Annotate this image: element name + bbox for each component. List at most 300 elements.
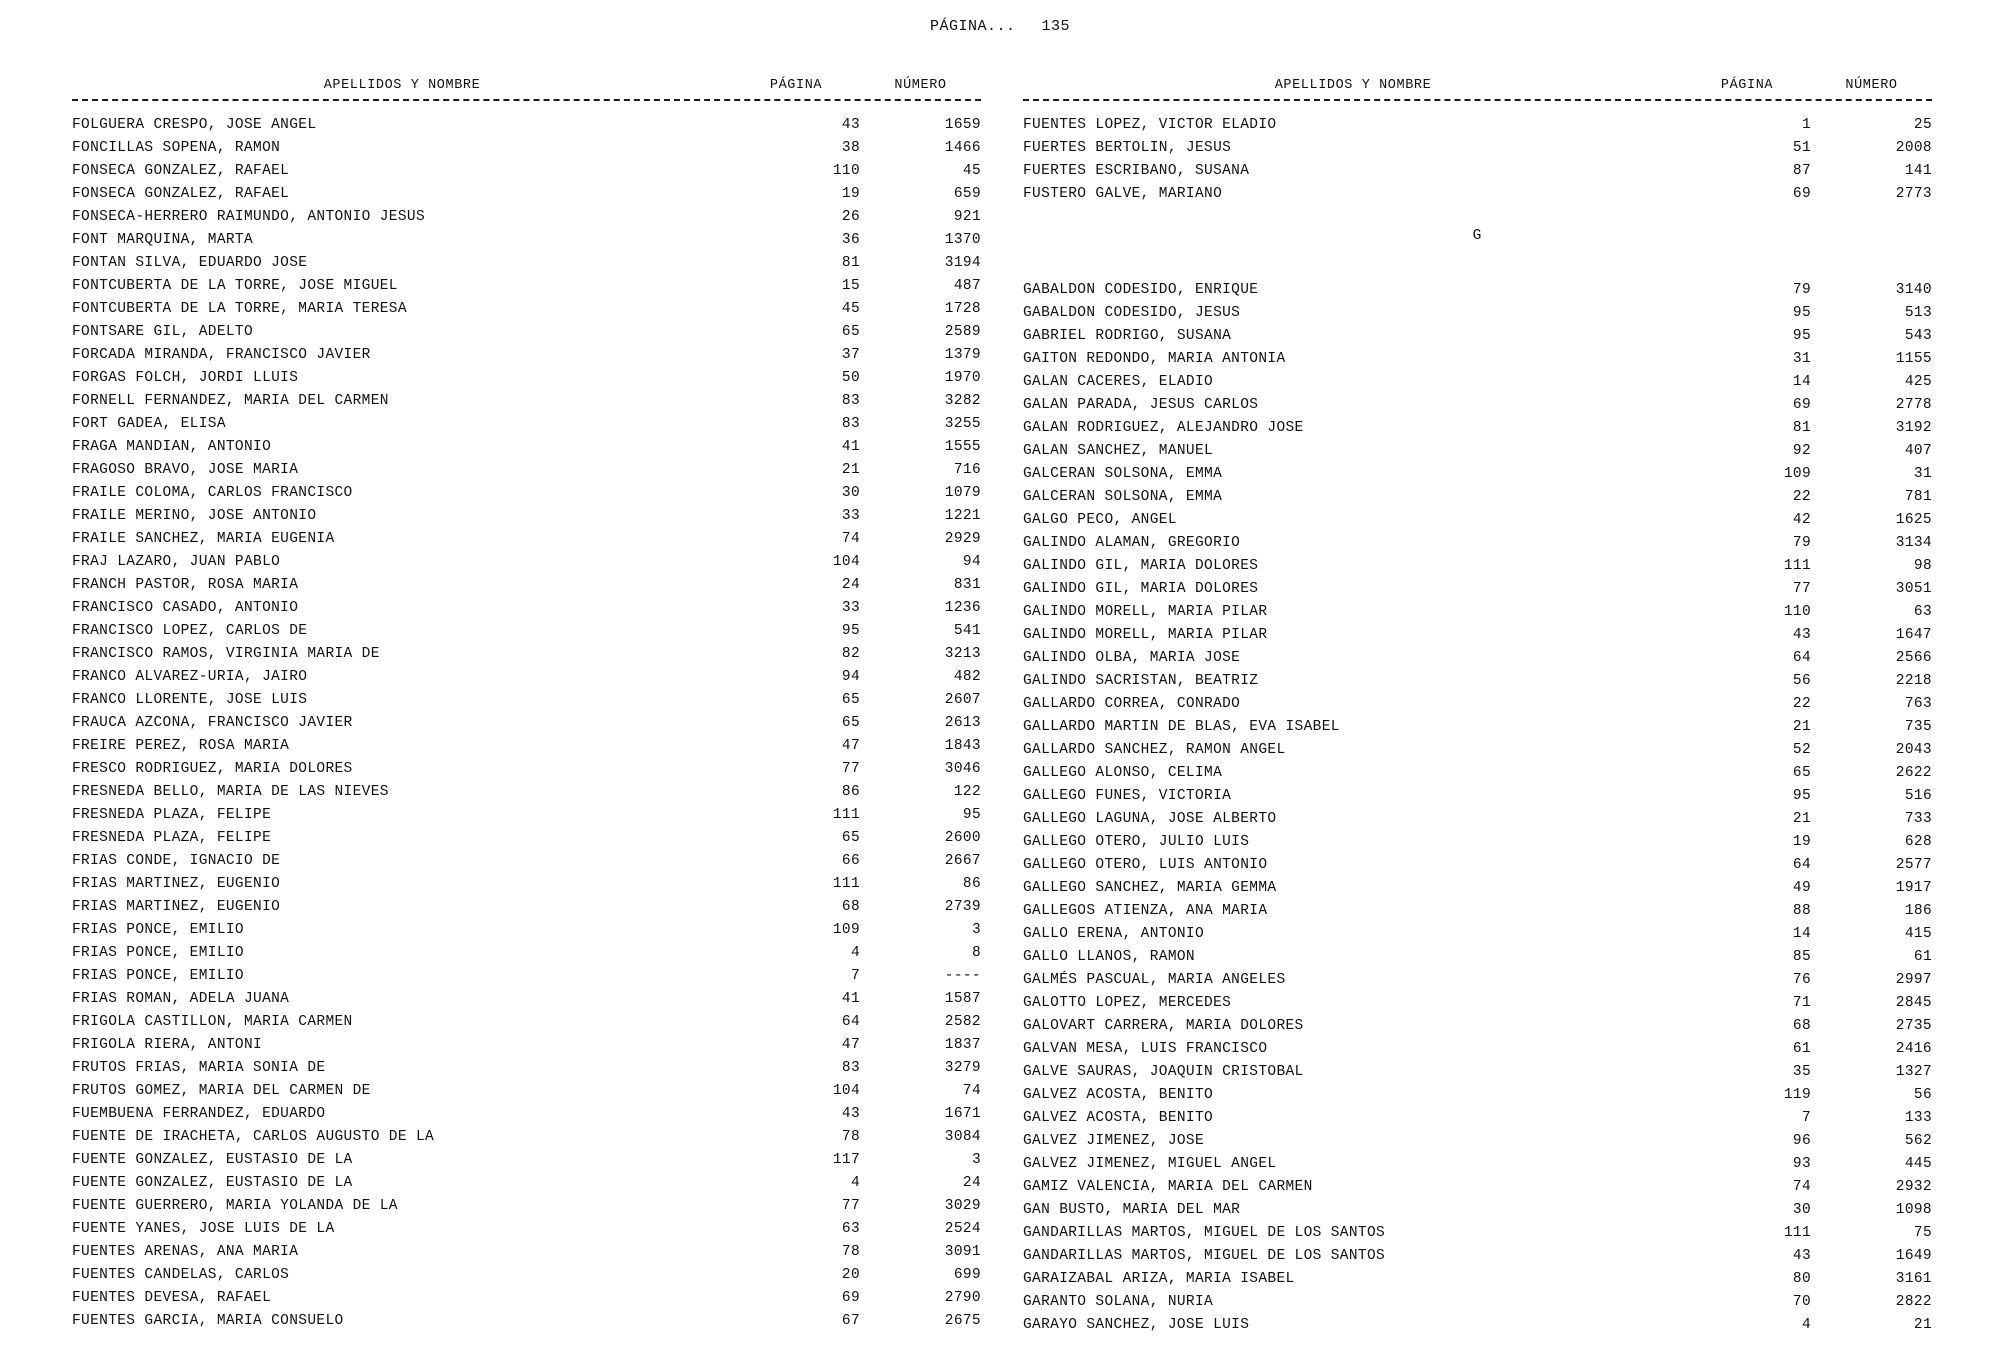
entry-name: FONSECA GONZALEZ, RAFAEL [72, 162, 290, 179]
table-row [1023, 601, 1932, 624]
entry-page: 95 [841, 622, 860, 639]
entry-page: 80 [1792, 1271, 1811, 1287]
entry-number: 2845 [1895, 995, 1932, 1011]
entry-page: 78 [841, 1243, 860, 1260]
table-row [72, 504, 981, 527]
entry-number: 2524 [944, 1220, 981, 1237]
entry-number: 2739 [944, 898, 981, 915]
entry-page: 30 [1792, 1202, 1811, 1218]
table-row [72, 1148, 981, 1171]
entry-number: 445 [1904, 1156, 1932, 1172]
entry-page: 111 [832, 875, 860, 892]
entry-page: 51 [1792, 139, 1811, 156]
entry-number: 3140 [1895, 282, 1932, 298]
table-row [72, 366, 981, 389]
entry-name: FONTCUBERTA DE LA TORRE, MARIA TERESA [72, 300, 407, 317]
table-row [72, 1263, 981, 1286]
entry-page: 65 [841, 323, 860, 340]
entry-number: 3046 [944, 760, 981, 777]
entry-name: GALOVART CARRERA, MARIA DOLORES [1023, 1018, 1304, 1034]
table-row [72, 136, 981, 159]
index-table-right [1023, 78, 1932, 97]
entry-number: 516 [1904, 788, 1932, 804]
entry-page: 4 [850, 1174, 860, 1191]
entry-number: 3194 [944, 254, 981, 271]
entry-name: GALVEZ ACOSTA, BENITO [1023, 1087, 1214, 1103]
table-row [72, 665, 981, 688]
table-row [1023, 1291, 1932, 1314]
entry-name: GALMÉS PASCUAL, MARIA ANGELES [1023, 972, 1286, 988]
entry-number: 3255 [944, 415, 981, 432]
entry-name: FRANCISCO RAMOS, VIRGINIA MARIA DE [72, 645, 380, 662]
entry-name: FONSECA-HERRERO RAIMUNDO, ANTONIO JESUS [72, 208, 426, 225]
entry-name: GALINDO GIL, MARIA DOLORES [1023, 581, 1259, 597]
entry-page: 69 [841, 1289, 860, 1306]
table-row [1023, 1061, 1932, 1084]
table-row [1023, 1130, 1932, 1153]
entry-number: 659 [953, 185, 981, 202]
entry-number: 1098 [1895, 1202, 1932, 1218]
table-row [72, 458, 981, 481]
entry-name: FORCADA MIRANDA, FRANCISCO JAVIER [72, 346, 371, 363]
entry-page: 79 [1792, 535, 1811, 551]
entry-page: 22 [1792, 489, 1811, 505]
table-row [72, 826, 981, 849]
entry-page: 4 [1801, 1317, 1811, 1333]
table-row [1023, 1314, 1932, 1337]
entry-name: FREIRE PEREZ, ROSA MARIA [72, 737, 290, 754]
entry-name: FRESNEDA PLAZA, FELIPE [72, 806, 272, 823]
table-row [72, 1286, 981, 1309]
entry-page: 42 [1792, 512, 1811, 528]
table-row [72, 1033, 981, 1056]
entry-number: 1221 [944, 507, 981, 524]
entry-number: 1649 [1895, 1248, 1932, 1264]
entry-name: FRAILE COLOMA, CARLOS FRANCISCO [72, 484, 353, 501]
entry-page: 65 [1792, 765, 1811, 781]
entry-number: 763 [1904, 696, 1932, 712]
entry-name: FRIAS CONDE, IGNACIO DE [72, 852, 281, 869]
table-row [72, 688, 981, 711]
table-row [1023, 808, 1932, 831]
entry-page: 71 [1792, 995, 1811, 1011]
table-row [72, 1056, 981, 1079]
table-row [72, 1194, 981, 1217]
table-row [72, 159, 981, 182]
page-number: 135 [1041, 18, 1071, 35]
entry-name: GALAN SANCHEZ, MANUEL [1023, 443, 1214, 459]
entry-page: 21 [841, 461, 860, 478]
table-row [72, 711, 981, 734]
entry-page: 64 [841, 1013, 860, 1030]
entry-page: 66 [841, 852, 860, 869]
entry-page: 50 [841, 369, 860, 386]
entry-page: 74 [841, 530, 860, 547]
table-row [72, 389, 981, 412]
table-row [72, 987, 981, 1010]
entry-name: FONCILLAS SOPENA, RAMON [72, 139, 281, 156]
entry-name: FONSECA GONZALEZ, RAFAEL [72, 185, 290, 202]
entry-number: 8 [971, 944, 981, 961]
table-row [72, 757, 981, 780]
entry-page: 56 [1792, 673, 1811, 689]
entry-number: 1155 [1895, 351, 1932, 367]
entry-page: 110 [832, 162, 860, 179]
entry-number: 562 [1904, 1133, 1932, 1149]
entry-number: 25 [1913, 116, 1932, 133]
entry-name: FRAGOSO BRAVO, JOSE MARIA [72, 461, 299, 478]
entry-page: 81 [1792, 420, 1811, 436]
table-row [1023, 1015, 1932, 1038]
table-row [72, 343, 981, 366]
entry-name: FRUTOS GOMEZ, MARIA DEL CARMEN DE [72, 1082, 371, 1099]
entry-number: 541 [953, 622, 981, 639]
entry-page: 104 [832, 1082, 860, 1099]
index-column-left [72, 78, 981, 1337]
table-row [1023, 831, 1932, 854]
entry-page: 82 [841, 645, 860, 662]
entry-page: 49 [1792, 880, 1811, 896]
entry-number: 2735 [1895, 1018, 1932, 1034]
entry-number: 45 [962, 162, 981, 179]
entry-name: GAMIZ VALENCIA, MARIA DEL CARMEN [1023, 1179, 1313, 1195]
entry-page: 69 [1792, 185, 1811, 202]
table-row [1023, 486, 1932, 509]
entry-name: FUERTES ESCRIBANO, SUSANA [1023, 162, 1250, 179]
entry-name: FRANCH PASTOR, ROSA MARIA [72, 576, 299, 593]
entry-page: 78 [841, 1128, 860, 1145]
entry-page: 68 [1792, 1018, 1811, 1034]
entry-number: 1079 [944, 484, 981, 501]
entry-page: 15 [841, 277, 860, 294]
entry-page: 83 [841, 1059, 860, 1076]
table-row [1023, 325, 1932, 348]
table-row [1023, 555, 1932, 578]
column-header-page: PÁGINA [1720, 78, 1774, 93]
table-row [72, 1309, 981, 1332]
entry-number: 86 [962, 875, 981, 892]
table-row [72, 1217, 981, 1240]
entry-page: 111 [832, 806, 860, 823]
table-row [72, 251, 981, 274]
entry-page: 65 [841, 691, 860, 708]
entry-number: 1466 [944, 139, 981, 156]
entry-number: 1728 [944, 300, 981, 317]
entry-page: 26 [841, 208, 860, 225]
entry-number: 98 [1913, 558, 1932, 574]
entry-number: 3 [971, 921, 981, 938]
entry-name: FRESCO RODRIGUEZ, MARIA DOLORES [72, 760, 353, 777]
entry-page: 7 [850, 967, 860, 984]
entry-name: FUENTE GUERRERO, MARIA YOLANDA DE LA [72, 1197, 398, 1214]
entry-page: 38 [841, 139, 860, 156]
entry-page: 85 [1792, 949, 1811, 965]
entry-name: FONTCUBERTA DE LA TORRE, JOSE MIGUEL [72, 277, 398, 294]
entry-number: 31 [1913, 466, 1932, 482]
entry-name: GALLARDO MARTIN DE BLAS, EVA ISABEL [1023, 719, 1340, 735]
entry-page: 7 [1801, 1110, 1811, 1126]
entry-page: 109 [832, 921, 860, 938]
entry-number: 1659 [944, 116, 981, 133]
entry-name: GALLEGO OTERO, LUIS ANTONIO [1023, 857, 1268, 873]
column-header-page: PÁGINA [769, 78, 823, 93]
entry-number: 1327 [1895, 1064, 1932, 1080]
entry-page: 36 [841, 231, 860, 248]
entry-name: GALINDO ALAMAN, GREGORIO [1023, 535, 1241, 551]
index-columns [72, 78, 1932, 1337]
entry-page: 87 [1792, 162, 1811, 179]
table-row [1023, 854, 1932, 877]
entry-page: 77 [841, 760, 860, 777]
entry-number: 2566 [1895, 650, 1932, 666]
entry-name: FORT GADEA, ELISA [72, 415, 226, 432]
entry-name: GALVEZ ACOSTA, BENITO [1023, 1110, 1214, 1126]
entry-page: 64 [1792, 857, 1811, 873]
entry-page: 92 [1792, 443, 1811, 459]
entry-name: FRAILE MERINO, JOSE ANTONIO [72, 507, 317, 524]
entry-page: 33 [841, 507, 860, 524]
section-spacer [1023, 260, 1932, 279]
table-row [72, 573, 981, 596]
entry-name: FONT MARQUINA, MARTA [72, 231, 254, 248]
entry-number: 133 [1904, 1110, 1932, 1126]
table-row [72, 113, 981, 136]
entry-page: 77 [1792, 581, 1811, 597]
table-row [1023, 394, 1932, 417]
table-row [72, 527, 981, 550]
entry-name: FRANCO LLORENTE, JOSE LUIS [72, 691, 308, 708]
entry-page: 76 [1792, 972, 1811, 988]
entry-page: 4 [850, 944, 860, 961]
entry-number: 716 [953, 461, 981, 478]
entry-name: GANDARILLAS MARTOS, MIGUEL DE LOS SANTOS [1023, 1225, 1386, 1241]
entry-page: 109 [1783, 466, 1811, 482]
table-header-row [1023, 78, 1932, 97]
table-row [72, 780, 981, 803]
entry-number: 1379 [944, 346, 981, 363]
table-row [72, 941, 981, 964]
entry-page: 86 [841, 783, 860, 800]
entry-name: FUENTE GONZALEZ, EUSTASIO DE LA [72, 1151, 353, 1168]
table-row [1023, 348, 1932, 371]
entry-number: 2613 [944, 714, 981, 731]
index-column-right [1023, 78, 1932, 1337]
table-row [1023, 1176, 1932, 1199]
entry-page: 104 [832, 553, 860, 570]
table-row [1023, 923, 1932, 946]
entry-page: 79 [1792, 282, 1811, 298]
entry-number: 1647 [1895, 627, 1932, 643]
table-row [72, 1125, 981, 1148]
entry-page: 96 [1792, 1133, 1811, 1149]
entry-name: GALINDO OLBA, MARIA JOSE [1023, 650, 1241, 666]
entry-number: 2607 [944, 691, 981, 708]
table-row [1023, 440, 1932, 463]
entry-number: 2778 [1895, 397, 1932, 413]
entry-page: 22 [1792, 696, 1811, 712]
entry-page: 95 [1792, 328, 1811, 344]
entry-name: GALOTTO LOPEZ, MERCEDES [1023, 995, 1232, 1011]
index-body-left [72, 113, 981, 1332]
entry-page: 61 [1792, 1041, 1811, 1057]
entry-number: 95 [962, 806, 981, 823]
entry-number: 415 [1904, 926, 1932, 942]
table-row [72, 182, 981, 205]
page-header [0, 18, 2000, 35]
entry-number: 831 [953, 576, 981, 593]
entry-name: GALVE SAURAS, JOAQUIN CRISTOBAL [1023, 1064, 1304, 1080]
entry-number: 1625 [1895, 512, 1932, 528]
entry-name: FRANCO ALVAREZ-URIA, JAIRO [72, 668, 308, 685]
entry-name: FORNELL FERNANDEZ, MARIA DEL CARMEN [72, 392, 389, 409]
table-row [1023, 716, 1932, 739]
entry-number: 2589 [944, 323, 981, 340]
entry-name: FUENTE DE IRACHETA, CARLOS AUGUSTO DE LA [72, 1128, 435, 1145]
table-row [1023, 113, 1932, 136]
table-row [1023, 670, 1932, 693]
entry-name: FUENTES CANDELAS, CARLOS [72, 1266, 290, 1283]
entry-page: 20 [841, 1266, 860, 1283]
entry-name: GANDARILLAS MARTOS, MIGUEL DE LOS SANTOS [1023, 1248, 1386, 1264]
table-row [1023, 1245, 1932, 1268]
entry-number: 24 [962, 1174, 981, 1191]
entry-number: 141 [1904, 162, 1932, 179]
entry-number: 2577 [1895, 857, 1932, 873]
table-row [1023, 969, 1932, 992]
table-row [72, 1102, 981, 1125]
table-row [72, 481, 981, 504]
entry-name: FRUTOS FRIAS, MARIA SONIA DE [72, 1059, 326, 1076]
entry-page: 70 [1792, 1294, 1811, 1310]
entry-name: FORGAS FOLCH, JORDI LLUIS [72, 369, 299, 386]
entry-name: FUEMBUENA FERRANDEZ, EDUARDO [72, 1105, 326, 1122]
entry-name: GALVAN MESA, LUIS FRANCISCO [1023, 1041, 1268, 1057]
table-row [72, 550, 981, 573]
entry-number: 122 [953, 783, 981, 800]
entry-name: FOLGUERA CRESPO, JOSE ANGEL [72, 116, 317, 133]
entry-number: 2822 [1895, 1294, 1932, 1310]
table-row [72, 895, 981, 918]
entry-number: 513 [1904, 305, 1932, 321]
table-row [72, 918, 981, 941]
entry-name: GAITON REDONDO, MARIA ANTONIA [1023, 351, 1286, 367]
entry-name: GALCERAN SOLSONA, EMMA [1023, 489, 1223, 505]
entry-number: 3161 [1895, 1271, 1932, 1287]
table-row [1023, 1199, 1932, 1222]
entry-name: FRIGOLA CASTILLON, MARIA CARMEN [72, 1013, 353, 1030]
table-row [1023, 159, 1932, 182]
entry-name: GARAIZABAL ARIZA, MARIA ISABEL [1023, 1271, 1295, 1287]
section-letter-row [1023, 224, 1932, 260]
table-row [72, 274, 981, 297]
table-row [1023, 1268, 1932, 1291]
entry-page: 94 [841, 668, 860, 685]
entry-number: 487 [953, 277, 981, 294]
entry-name: GAN BUSTO, MARIA DEL MAR [1023, 1202, 1241, 1218]
table-row [72, 1079, 981, 1102]
entry-page: 74 [1792, 1179, 1811, 1195]
entry-page: 52 [1792, 742, 1811, 758]
entry-page: 41 [841, 438, 860, 455]
entry-number: 21 [1913, 1317, 1932, 1333]
table-row [1023, 1222, 1932, 1245]
column-header-number: NÚMERO [894, 78, 947, 93]
entry-number: 3091 [944, 1243, 981, 1260]
entry-name: FUERTES BERTOLIN, JESUS [1023, 139, 1232, 156]
entry-page: 110 [1783, 604, 1811, 620]
entry-name: GALLEGO LAGUNA, JOSE ALBERTO [1023, 811, 1277, 827]
entry-name: GALCERAN SOLSONA, EMMA [1023, 466, 1223, 482]
table-row [72, 297, 981, 320]
section-spacer [1023, 205, 1932, 224]
table-row [1023, 182, 1932, 205]
table-row [72, 803, 981, 826]
entry-number: 63 [1913, 604, 1932, 620]
entry-name: GALAN PARADA, JESUS CARLOS [1023, 397, 1259, 413]
table-row [1023, 463, 1932, 486]
entry-number: 2997 [1895, 972, 1932, 988]
entry-number: 75 [1913, 1225, 1932, 1241]
header-divider-left [72, 99, 981, 101]
entry-page: 43 [841, 116, 860, 133]
column-header-number: NÚMERO [1845, 78, 1898, 93]
table-row [72, 964, 981, 987]
entry-name: GALVEZ JIMENEZ, JOSE [1023, 1133, 1205, 1149]
entry-page: 43 [1792, 627, 1811, 643]
table-row [1023, 785, 1932, 808]
entry-page: 63 [841, 1220, 860, 1237]
table-row [1023, 417, 1932, 440]
entry-page: 47 [841, 1036, 860, 1053]
entry-number: 3134 [1895, 535, 1932, 551]
entry-number: 2600 [944, 829, 981, 846]
table-header-row [72, 78, 981, 97]
entry-name: GALLEGO ALONSO, CELIMA [1023, 765, 1223, 781]
entry-name: GALINDO SACRISTAN, BEATRIZ [1023, 673, 1259, 689]
entry-name: GALAN CACERES, ELADIO [1023, 374, 1214, 390]
entry-page: 47 [841, 737, 860, 754]
entry-number: 2218 [1895, 673, 1932, 689]
index-body-right [1023, 113, 1932, 1337]
entry-page: 1 [1801, 116, 1811, 133]
entry-number: 2008 [1895, 139, 1932, 156]
entry-number: 1587 [944, 990, 981, 1007]
table-row [72, 872, 981, 895]
entry-page: 19 [841, 185, 860, 202]
entry-name: GALLARDO CORREA, CONRADO [1023, 696, 1241, 712]
entry-page: 68 [841, 898, 860, 915]
entry-name: GALGO PECO, ANGEL [1023, 512, 1177, 528]
table-row [1023, 371, 1932, 394]
entry-name: FRANCISCO CASADO, ANTONIO [72, 599, 299, 616]
entry-number: 56 [1913, 1087, 1932, 1103]
table-row [1023, 1084, 1932, 1107]
entry-number: 3029 [944, 1197, 981, 1214]
entry-page: 64 [1792, 650, 1811, 666]
table-row [72, 642, 981, 665]
entry-number: 921 [953, 208, 981, 225]
entry-name: FRIAS MARTINEZ, EUGENIO [72, 898, 281, 915]
entry-name: FONTSARE GIL, ADELTO [72, 323, 254, 340]
table-row [72, 1010, 981, 1033]
table-row [1023, 1038, 1932, 1061]
entry-page: 83 [841, 392, 860, 409]
entry-page: 31 [1792, 351, 1811, 367]
entry-number: 2929 [944, 530, 981, 547]
entry-page: 119 [1783, 1087, 1811, 1103]
entry-page: 95 [1792, 788, 1811, 804]
entry-number: 781 [1904, 489, 1932, 505]
